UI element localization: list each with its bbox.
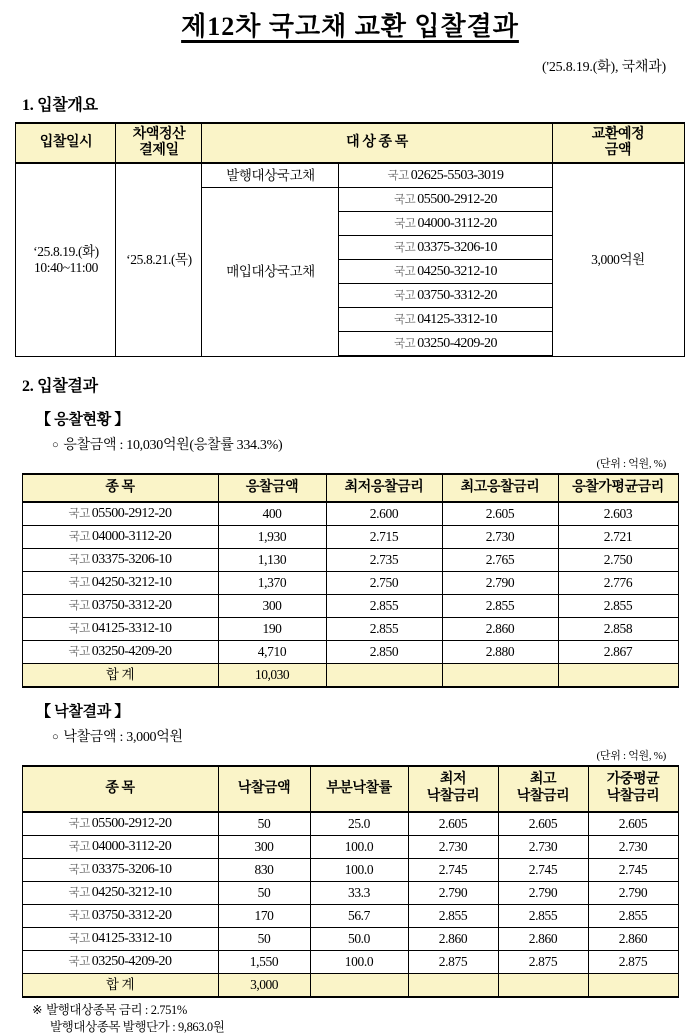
table-row (22, 595, 678, 618)
award-amount: 170 (218, 905, 310, 928)
overview-header-row (16, 123, 684, 163)
bond-code-cell (22, 812, 218, 836)
bid-amount: 400 (218, 502, 326, 526)
total-blank-2 (408, 974, 498, 998)
max-bid-rate: 2.605 (442, 502, 558, 526)
table-row (22, 836, 678, 859)
avg-bid-rate: 2.855 (558, 595, 678, 618)
bond-number: 04125-3312-10 (417, 311, 498, 327)
auction-time: 10:40~11:00 (34, 259, 98, 275)
buy-target-label: 매입대상국고채 (202, 188, 339, 357)
max-bid-rate: 2.860 (442, 618, 558, 641)
bid-amount: 1,370 (218, 572, 326, 595)
award-header-row (22, 766, 678, 812)
col-header-targets: 대 상 종 목 (202, 123, 552, 163)
section-heading-overview: 1. 입찰개요 (22, 97, 98, 114)
bond-code-cell (22, 595, 218, 618)
min-award-rate: 2.875 (408, 951, 498, 974)
award-summary-line (52, 726, 686, 746)
bond-prefix: 국고 (68, 956, 90, 969)
table-row (22, 618, 678, 641)
auction-overview-table (15, 122, 684, 357)
bids-unit-note: (단위 : 억원, %) (596, 458, 666, 470)
avg-award-rate: 2.875 (588, 951, 678, 974)
avg-award-rate: 2.730 (588, 836, 678, 859)
bond-code-cell (22, 928, 218, 951)
col-header-bond: 종 목 (22, 766, 218, 812)
total-label: 합 계 (22, 664, 218, 688)
avg-award-rate: 2.790 (588, 882, 678, 905)
table-row (22, 882, 678, 905)
max-bid-rate: 2.790 (442, 572, 558, 595)
bids-summary-line (52, 434, 686, 454)
bond-prefix: 국고 (393, 313, 416, 326)
bond-number: 03375-3206-10 (91, 552, 172, 568)
max-award-rate: 2.745 (498, 859, 588, 882)
footnote-line-1: 발행대상종목 금리 : 2.751% (46, 1003, 187, 1017)
bids-status-table (22, 473, 679, 688)
partial-ratio: 56.7 (310, 905, 408, 928)
bond-code-cell (22, 836, 218, 859)
reference-mark-icon: ※ (32, 1003, 43, 1017)
bond-number: 04250-3212-10 (417, 263, 498, 279)
table-row (22, 526, 678, 549)
bond-prefix: 국고 (68, 841, 90, 854)
footnote (32, 1002, 686, 1036)
bond-number: 04250-3212-10 (91, 885, 172, 901)
col-header-avg-award-rate: 가중평균 낙찰금리 (588, 766, 678, 812)
avg-award-rate: 2.855 (588, 905, 678, 928)
max-bid-rate: 2.765 (442, 549, 558, 572)
max-award-rate: 2.730 (498, 836, 588, 859)
table-row (22, 951, 678, 974)
award-result-table (22, 765, 679, 998)
col-header-partial-ratio: 부분낙찰률 (310, 766, 408, 812)
bond-number: 05500-2912-20 (91, 506, 172, 522)
max-bid-rate: 2.880 (442, 641, 558, 664)
max-bid-rate: 2.730 (442, 526, 558, 549)
buy-bond-code (339, 284, 552, 308)
bond-prefix: 국고 (68, 554, 90, 567)
avg-bid-rate: 2.858 (558, 618, 678, 641)
col-header-avg-bid-rate: 응찰가평균금리 (558, 474, 678, 502)
bond-prefix: 국고 (68, 531, 90, 544)
bond-number: 03250-4209-20 (417, 335, 498, 351)
bond-prefix: 국고 (68, 910, 90, 923)
bullet-icon: ○ (52, 731, 59, 743)
buy-bond-code (339, 332, 552, 357)
bond-number: 03375-3206-10 (417, 239, 498, 255)
min-bid-rate: 2.855 (326, 618, 442, 641)
buy-bond-code (339, 236, 552, 260)
min-award-rate: 2.745 (408, 859, 498, 882)
bond-number: 04125-3312-10 (91, 931, 172, 947)
total-blank-3 (498, 974, 588, 998)
total-blank-1 (326, 664, 442, 688)
total-blank-2 (442, 664, 558, 688)
total-bid-amount: 10,030 (218, 664, 326, 688)
bond-prefix: 국고 (68, 600, 90, 613)
col-header-award-amount: 낙찰금액 (218, 766, 310, 812)
award-amount: 50 (218, 882, 310, 905)
bid-amount: 4,710 (218, 641, 326, 664)
max-award-rate: 2.860 (498, 928, 588, 951)
bond-number: 05500-2912-20 (91, 816, 172, 832)
avg-bid-rate: 2.867 (558, 641, 678, 664)
award-amount: 1,550 (218, 951, 310, 974)
auction-date: ‘25.8.19.(화) (33, 244, 99, 260)
partial-ratio: 25.0 (310, 812, 408, 836)
bond-number: 03750-3312-20 (91, 908, 172, 924)
bond-prefix: 국고 (394, 217, 416, 230)
bond-prefix: 국고 (68, 623, 90, 636)
col-header-bond: 종 목 (22, 474, 218, 502)
avg-bid-rate: 2.603 (558, 502, 678, 526)
bond-number: 03250-4209-20 (91, 954, 172, 970)
bullet-icon: ○ (52, 439, 59, 451)
bond-code-cell (22, 502, 218, 526)
issue-target-label: 발행대상국고채 (202, 163, 339, 188)
max-award-rate: 2.790 (498, 882, 588, 905)
min-bid-rate: 2.855 (326, 595, 442, 618)
bond-code-cell (22, 618, 218, 641)
col-header-bid-amount: 응찰금액 (218, 474, 326, 502)
min-bid-rate: 2.850 (326, 641, 442, 664)
bond-prefix: 국고 (393, 241, 416, 254)
settlement-date-cell: ‘25.8.21.(목) (116, 163, 202, 356)
avg-award-rate: 2.860 (588, 928, 678, 951)
table-row (22, 502, 678, 526)
subheading-award: 【 낙찰결과 】 (36, 704, 130, 720)
bond-prefix: 국고 (387, 169, 409, 182)
bond-code-cell (22, 905, 218, 928)
min-bid-rate: 2.750 (326, 572, 442, 595)
bids-summary-text: 응찰금액 : 10,030억원(응찰률 334.3%) (63, 438, 283, 453)
bond-code-cell (22, 951, 218, 974)
bond-number: 04000-3112-20 (91, 529, 172, 545)
award-total-row (22, 974, 678, 998)
buy-bond-code (339, 308, 552, 332)
bid-amount: 1,130 (218, 549, 326, 572)
min-award-rate: 2.730 (408, 836, 498, 859)
total-blank-3 (558, 664, 678, 688)
col-header-max-award-rate: 최고 낙찰금리 (498, 766, 588, 812)
min-award-rate: 2.855 (408, 905, 498, 928)
bond-prefix: 국고 (68, 577, 90, 590)
bond-code-cell (22, 526, 218, 549)
col-header-settlement: 차액정산 결제일 (116, 123, 202, 163)
bond-code-cell (22, 641, 218, 664)
min-award-rate: 2.605 (408, 812, 498, 836)
col-header-min-award-rate: 최저 낙찰금리 (408, 766, 498, 812)
bond-prefix: 국고 (393, 337, 416, 350)
award-amount: 830 (218, 859, 310, 882)
award-unit-note: (단위 : 억원, %) (596, 750, 666, 762)
bond-number: 02625-5503-3019 (410, 167, 504, 183)
max-award-rate: 2.605 (498, 812, 588, 836)
bond-number: 04000-3112-20 (417, 215, 497, 231)
col-header-amount: 교환예정 금액 (552, 123, 684, 163)
bond-number: 03375-3206-10 (91, 862, 172, 878)
col-header-max-bid-rate: 최고응찰금리 (442, 474, 558, 502)
table-row (22, 905, 678, 928)
bond-prefix: 국고 (393, 265, 416, 278)
bond-prefix: 국고 (68, 887, 90, 900)
bond-code-cell (22, 859, 218, 882)
section-heading-results: 2. 입찰결과 (22, 378, 98, 395)
total-blank-1 (310, 974, 408, 998)
avg-bid-rate: 2.721 (558, 526, 678, 549)
total-award-amount: 3,000 (218, 974, 310, 998)
auction-datetime-cell (16, 163, 116, 356)
min-award-rate: 2.860 (408, 928, 498, 951)
issue-bond-code (339, 163, 552, 188)
table-row (22, 812, 678, 836)
bond-code-cell (22, 882, 218, 905)
buy-bond-code (339, 212, 552, 236)
bond-number: 04250-3212-10 (91, 575, 172, 591)
bond-code-cell (22, 572, 218, 595)
min-bid-rate: 2.715 (326, 526, 442, 549)
avg-bid-rate: 2.750 (558, 549, 678, 572)
bond-prefix: 국고 (68, 864, 90, 877)
overview-row-1 (16, 163, 684, 188)
table-row (22, 859, 678, 882)
buy-bond-code (339, 260, 552, 284)
award-summary-text: 낙찰금액 : 3,000억원 (63, 730, 183, 745)
bond-code-cell (22, 549, 218, 572)
page-title: 제12차 국고채 교환 입찰결과 (181, 12, 519, 41)
bids-total-row (22, 664, 678, 688)
bids-header-row (22, 474, 678, 502)
award-amount: 50 (218, 812, 310, 836)
bond-number: 04000-3112-20 (91, 839, 172, 855)
bond-number: 03250-4209-20 (91, 644, 172, 660)
bond-number: 03750-3312-20 (91, 598, 172, 614)
award-amount: 300 (218, 836, 310, 859)
max-award-rate: 2.875 (498, 951, 588, 974)
table-row (22, 572, 678, 595)
bid-amount: 1,930 (218, 526, 326, 549)
bond-number: 03750-3312-20 (417, 287, 498, 303)
document-page (0, 6, 700, 1034)
bid-amount: 190 (218, 618, 326, 641)
avg-bid-rate: 2.776 (558, 572, 678, 595)
bid-amount: 300 (218, 595, 326, 618)
partial-ratio: 100.0 (310, 859, 408, 882)
document-byline: ('25.8.19.(화), 국채과) (542, 60, 666, 75)
max-award-rate: 2.855 (498, 905, 588, 928)
max-bid-rate: 2.855 (442, 595, 558, 618)
bond-prefix: 국고 (393, 193, 416, 206)
partial-ratio: 50.0 (310, 928, 408, 951)
table-row (22, 641, 678, 664)
min-bid-rate: 2.735 (326, 549, 442, 572)
bond-number: 04125-3312-10 (91, 621, 172, 637)
partial-ratio: 100.0 (310, 951, 408, 974)
buy-bond-code (339, 188, 552, 212)
bond-prefix: 국고 (68, 646, 90, 659)
min-award-rate: 2.790 (408, 882, 498, 905)
subheading-bids: 【 응찰현황 】 (36, 412, 130, 428)
avg-award-rate: 2.745 (588, 859, 678, 882)
table-row (22, 928, 678, 951)
total-label: 합 계 (22, 974, 218, 998)
total-blank-4 (588, 974, 678, 998)
col-header-datetime: 입찰일시 (16, 123, 116, 163)
col-header-min-bid-rate: 최저응찰금리 (326, 474, 442, 502)
bond-prefix: 국고 (393, 289, 416, 302)
bond-number: 05500-2912-20 (417, 191, 498, 207)
bond-prefix: 국고 (68, 508, 90, 521)
footnote-line-2: 발행대상종목 발행단가 : 9,863.0원 (50, 1019, 225, 1034)
avg-award-rate: 2.605 (588, 812, 678, 836)
partial-ratio: 33.3 (310, 882, 408, 905)
bond-prefix: 국고 (68, 933, 90, 946)
bond-prefix: 국고 (68, 818, 90, 831)
table-row (22, 549, 678, 572)
award-amount: 50 (218, 928, 310, 951)
exchange-amount-cell: 3,000억원 (552, 163, 684, 356)
partial-ratio: 100.0 (310, 836, 408, 859)
min-bid-rate: 2.600 (326, 502, 442, 526)
